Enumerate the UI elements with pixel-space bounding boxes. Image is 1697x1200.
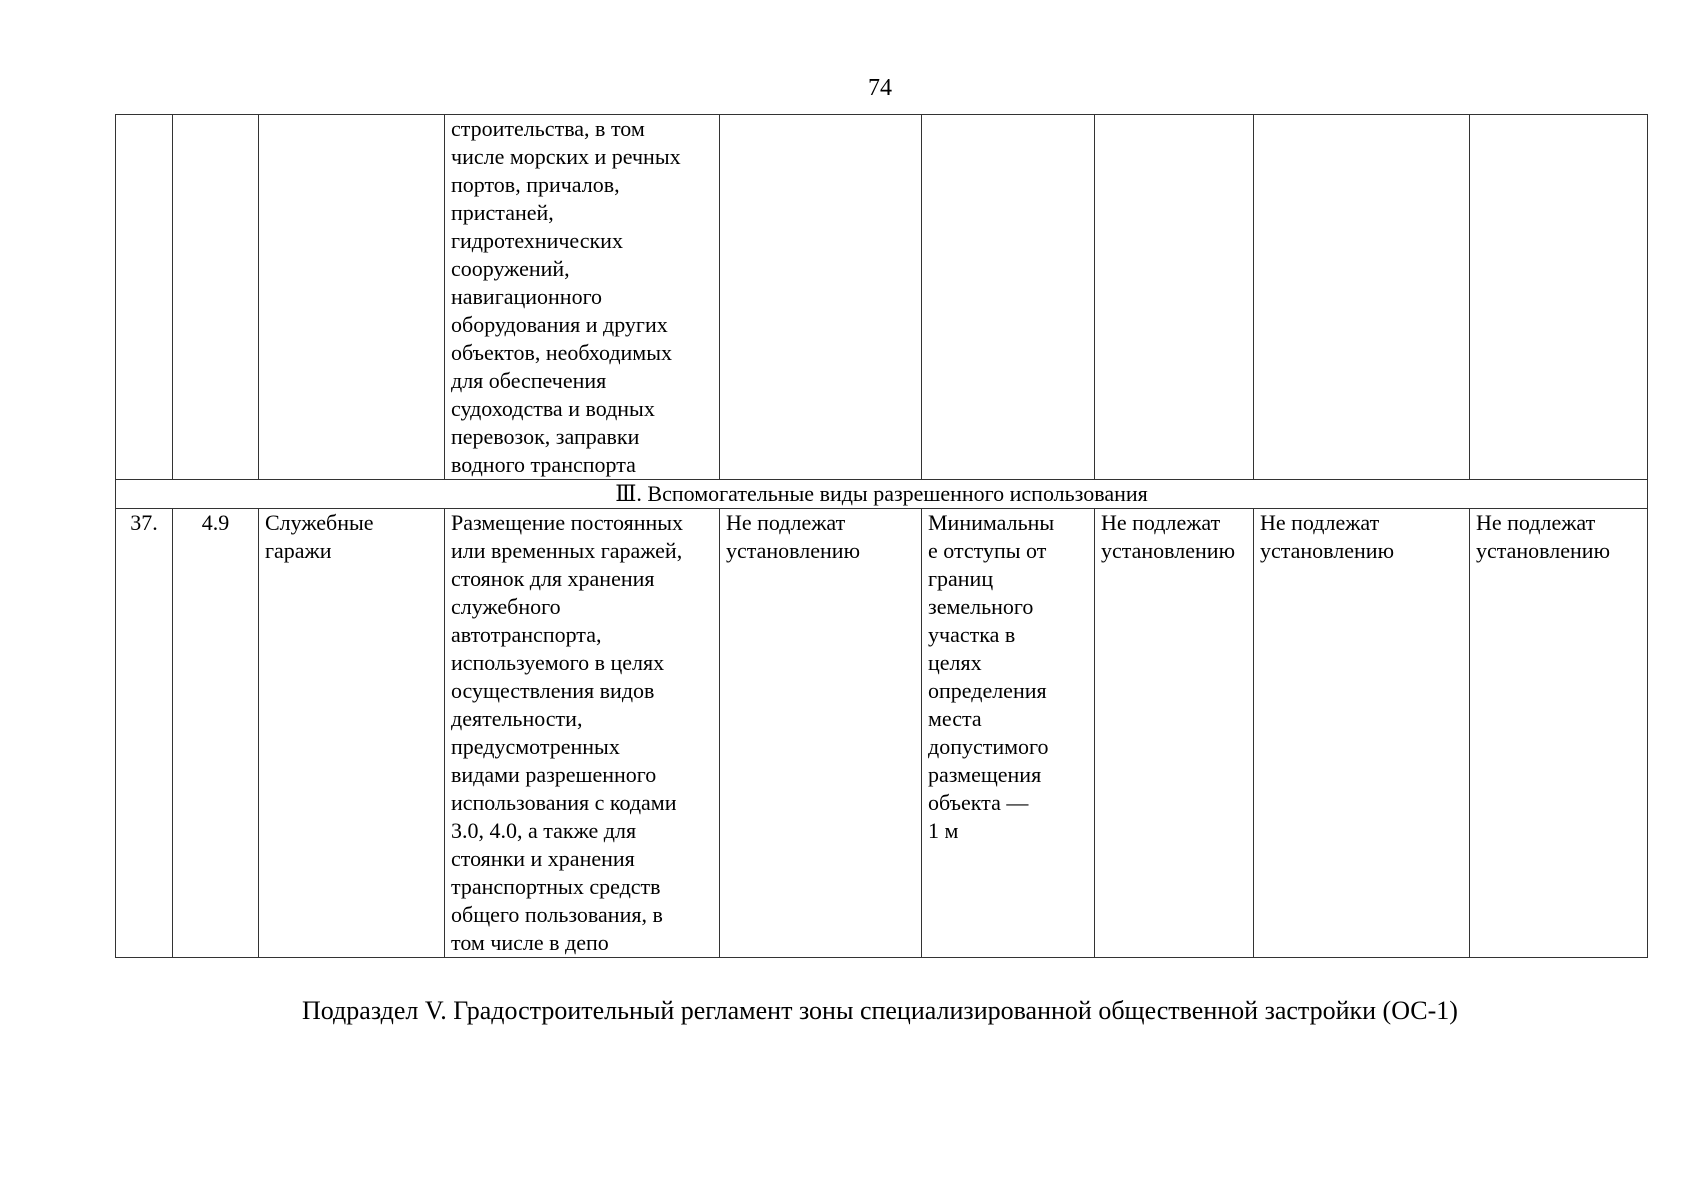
param-cell: Не подлежат установлению (1476, 510, 1611, 563)
table-cell (1254, 509, 1470, 958)
table-cell (445, 509, 720, 958)
use-description: строительства, в том числе морских и речных портов, причалов, пристаней, гидротехнических сооружений, навигационного оборудования и других объектов, необходимых для обеспечения судоходства и водных перевозок, заправки водного транспорта (451, 116, 681, 477)
table-cell (1095, 115, 1254, 480)
row-number: 37. (116, 509, 173, 958)
param-cell: Не подлежат установлению (726, 510, 861, 563)
use-code: 4.9 (173, 509, 259, 958)
regulation-table (115, 114, 1648, 958)
table-row (116, 115, 1648, 480)
table-cell (1470, 509, 1648, 958)
table-cell (173, 115, 259, 480)
table-cell (445, 115, 720, 480)
table-cell (922, 509, 1095, 958)
use-description: Размещение постоянных или временных гаражей, стоянок для хранения служебного автотранспорта, используемого в целях осуществления видов деятельности, предусмотренных видами разрешенного использования с кодами 3.0, 4.0, а также для стоянки и хранения транспортных средств общего пользования, в том числе в депо (451, 510, 684, 955)
table-cell (922, 115, 1095, 480)
page-number: 74 (868, 75, 892, 101)
table-cell (720, 509, 922, 958)
table-cell (720, 115, 922, 480)
table-cell (1470, 115, 1648, 480)
section-heading-row (116, 480, 1648, 509)
table-cell (259, 115, 445, 480)
subsection-title: Подраздел V. Градостроительный регламент зоны специализированной общественной застройки (ОС-1) (302, 996, 1458, 1025)
table-cell (1095, 509, 1254, 958)
section-heading: Ⅲ. Вспомогательные виды разрешенного использования (116, 480, 1648, 509)
param-cell: Не подлежат установлению (1260, 510, 1395, 563)
table-cell (259, 509, 445, 958)
table-cell (116, 115, 173, 480)
table-cell (1254, 115, 1470, 480)
use-name: Служебные гаражи (265, 510, 374, 563)
param-cell: Не подлежат установлению (1101, 510, 1236, 563)
setback-cell: Минимальны е отступы от границ земельного участка в целях определения места допустимого размещения объекта — 1 м (928, 510, 1055, 843)
table-row (116, 509, 1648, 958)
